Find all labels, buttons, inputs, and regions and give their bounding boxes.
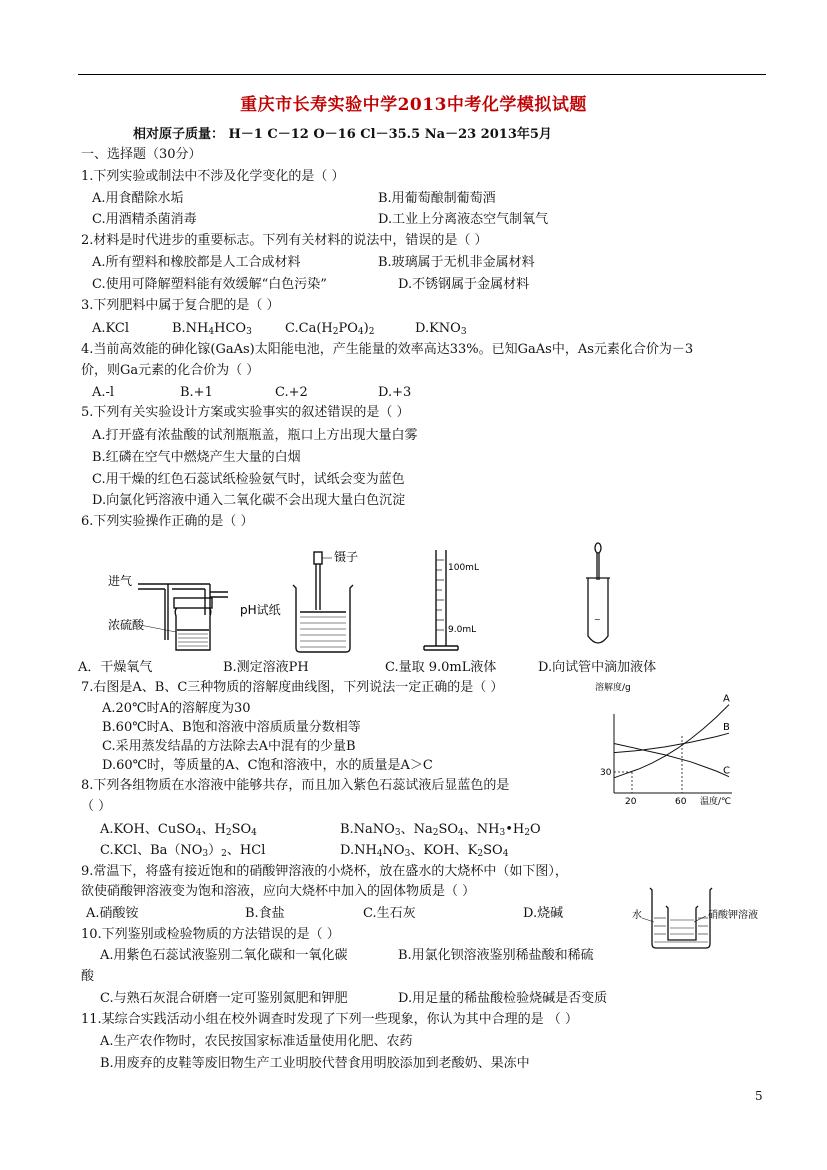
x-tick-label-20: 20 — [625, 797, 637, 807]
q4-option-d: D.+3 — [378, 385, 412, 400]
figure-b-liquid — [300, 617, 346, 647]
q6-option-c: C.量取 9.0mL液体 — [385, 660, 497, 675]
label-conc-sulfuric: 浓硫酸 — [108, 618, 145, 632]
section-heading: 一、选择题（30分） — [81, 147, 202, 162]
q8-stem-line1: 8.下列各组物质在水溶液中能够共存，而且加入紫色石蕊试液后显蓝色的是 — [81, 778, 510, 793]
q8-option-b: B.NaNO$_3$、$Na_2SO_4$、$NH_3•H_2O$ — [340, 822, 541, 838]
q8-option-d: $D.NH_4NO_3$、KOH、$K_2SO_4$ — [340, 843, 509, 859]
figure-d-liquid: ~ — [594, 615, 601, 624]
q8-option-a: A.KOH、CuSO$_4$、$H_2SO_4$ — [100, 822, 257, 838]
q4-option-b: B.+1 — [180, 385, 213, 400]
page-title: 重庆市长寿实验中学2013中考化学模拟试题 — [240, 95, 587, 115]
header-rule — [78, 74, 766, 75]
q9-stem-line2: 欲使硝酸钾溶液变为饱和溶液，应向大烧杯中加入的固体物质是（ ） — [81, 884, 476, 899]
q7-option-b: B.60℃时A、B饱和溶液中溶质质量分数相等 — [102, 720, 361, 735]
label-tweezers: 镊子 — [334, 550, 359, 564]
label-ph-paper: pH试纸 — [240, 603, 281, 617]
label-100ml: 100mL — [448, 563, 479, 573]
figure-c-scale — [436, 560, 444, 630]
figure-beaker-ph — [293, 552, 353, 652]
q5-option-c: C.用干燥的红色石蕊试纸检验氨气时，试纸会变为蓝色 — [92, 472, 405, 487]
q8-stem-line2: （ ） — [81, 799, 112, 814]
q7-option-d: D.60℃时，等质量的A、C饱和溶液中，水的质量是A＞C — [102, 758, 433, 773]
label-water: 水 — [632, 910, 642, 921]
series-label-a: A — [723, 693, 730, 705]
figure-dropper-test-tube — [586, 543, 610, 643]
q1-option-b: B.用葡萄酿制葡萄酒 — [378, 191, 496, 206]
q10-option-b-continued: 酸 — [81, 969, 95, 984]
q2-stem: 2.材料是时代进步的重要标志。下列有关材料的说法中，错误的是（ ） — [81, 233, 488, 248]
q9-stem-line1: 9.常温下，将盛有接近饱和的硝酸钾溶液的小烧杯，放在盛水的大烧杯中（如下图）， — [81, 864, 568, 879]
q2-option-c: C.使用可降解塑料能有效缓解“白色污染” — [92, 277, 327, 292]
q2-option-b: B.玻璃属于无机非金属材料 — [378, 255, 535, 270]
q9-option-a: A.硝酸铵 — [86, 906, 139, 921]
page-number: 5 — [755, 1089, 763, 1103]
q10-option-a: A.用紫色石蕊试液鉴别二氧化碳和一氧化碳 — [100, 948, 348, 963]
series-label-c: C — [723, 765, 730, 777]
q3-option-c: $C.Ca(H_2PO_4)_2$ — [285, 321, 375, 337]
solubility-chart — [592, 680, 752, 808]
q6-apparatus-figures — [78, 540, 698, 655]
q9-beaker-figure — [628, 882, 768, 954]
x-tick-label-60: 60 — [675, 797, 687, 807]
figure-a-liquid — [178, 634, 208, 646]
q3-stem: 3.下列肥料中属于复合肥的是（ ） — [81, 298, 280, 313]
q7-stem: 7.右图是A、B、C三种物质的溶解度曲线图，下列说法一定正确的是（ ） — [81, 680, 504, 695]
q11-stem: 11.某综合实践活动小组在校外调查时发现了下列一些现象，你认为其中合理的是 （ ） — [81, 1012, 578, 1027]
q10-option-d: D.用足量的稀盐酸检验烧碱是否变质 — [398, 991, 608, 1006]
q2-option-a: A.所有塑料和橡胶都是人工合成材料 — [92, 255, 301, 270]
q6-option-b: B.测定溶液PH — [223, 660, 309, 675]
q3-option-d: $D.KNO_3$ — [415, 321, 467, 337]
q9-option-d: D.烧碱 — [523, 906, 564, 921]
q10-stem: 10.下列鉴别或检验物质的方法错误的是（ ） — [81, 927, 340, 942]
y-axis-label: 溶解度/g — [595, 683, 631, 693]
q3-option-a: A.KCl — [92, 321, 129, 336]
label-kno3-solution: 硝酸钾溶液 — [708, 910, 758, 921]
q4-stem-line1: 4.当前高效能的砷化镓(GaAs)太阳能电池，产生能量的效率高达33%。已知GaAs中，As元素化合价为－3 — [81, 342, 694, 357]
q4-stem-line2: 价，则Ga元素的化合价为（ ） — [81, 363, 260, 378]
label-9ml: 9.0mL — [448, 625, 477, 635]
q4-option-c: C.+2 — [275, 385, 308, 400]
q5-option-a: A.打开盛有浓盐酸的试剂瓶瓶盖，瓶口上方出现大量白雾 — [92, 428, 418, 443]
q1-option-a: A.用食醋除水垢 — [92, 191, 184, 206]
q3-option-b: $B.NH_4HCO_3$ — [172, 321, 252, 337]
q1-stem: 1.下列实验或制法中不涉及化学变化的是（ ） — [81, 169, 345, 184]
q11-option-a: A.生产农作物时，农民按国家标准适量使用化肥、农药 — [100, 1034, 413, 1049]
q6-option-d: D.向试管中滴加液体 — [538, 660, 657, 675]
series-label-b: B — [723, 722, 730, 734]
x-axis-label: 温度/℃ — [700, 797, 732, 807]
q1-option-c: C.用酒精杀菌消毒 — [92, 212, 197, 227]
curve-b — [614, 733, 729, 752]
q9-option-c: C.生石灰 — [363, 906, 416, 921]
q10-option-c: C.与熟石灰混合研磨一定可鉴别氮肥和钾肥 — [100, 991, 348, 1006]
q1-option-d: D.工业上分离液态空气制氧气 — [378, 212, 549, 227]
q7-option-a: A.20℃时A的溶解度为30 — [102, 701, 251, 716]
q8-option-c: C.KCl、$Ba(NO_3)_2$、HCl — [100, 843, 266, 859]
q5-option-d: D.向氯化钙溶液中通入二氧化碳不会出现大量白色沉淀 — [92, 493, 406, 508]
q10-option-b: B.用氯化钡溶液鉴别稀盐酸和稀硫 — [398, 948, 594, 963]
q2-option-d: D.不锈钢属于金属材料 — [398, 277, 530, 292]
atomic-masses: 相对原子质量： H－1 C－12 O－16 Cl－35.5 Na－23 2013年5月 — [133, 127, 552, 142]
q9-option-b: B.食盐 — [245, 906, 285, 921]
q7-option-c: C.采用蒸发结晶的方法除去A中混有的少量B — [102, 739, 356, 754]
q11-option-b: B.用废弃的皮鞋等废旧物生产工业明胶代替食用明胶添加到老酸奶、果冻中 — [100, 1056, 530, 1071]
curve-a — [614, 705, 729, 778]
label-gas-inlet: 进气 — [108, 574, 133, 588]
q5-stem: 5.下列有关实验设计方案或实验事实的叙述错误的是（ ） — [81, 405, 410, 420]
q6-stem: 6.下列实验操作正确的是（ ） — [81, 514, 254, 529]
y-tick-label-30: 30 — [600, 768, 612, 778]
figure-gas-drying-bottle — [138, 584, 228, 650]
q6-option-a: A．干燥氧气 — [78, 660, 153, 675]
q4-option-a: A.-l — [92, 385, 115, 400]
q5-option-b: B.红磷在空气中燃烧产生大量的白烟 — [92, 450, 301, 465]
